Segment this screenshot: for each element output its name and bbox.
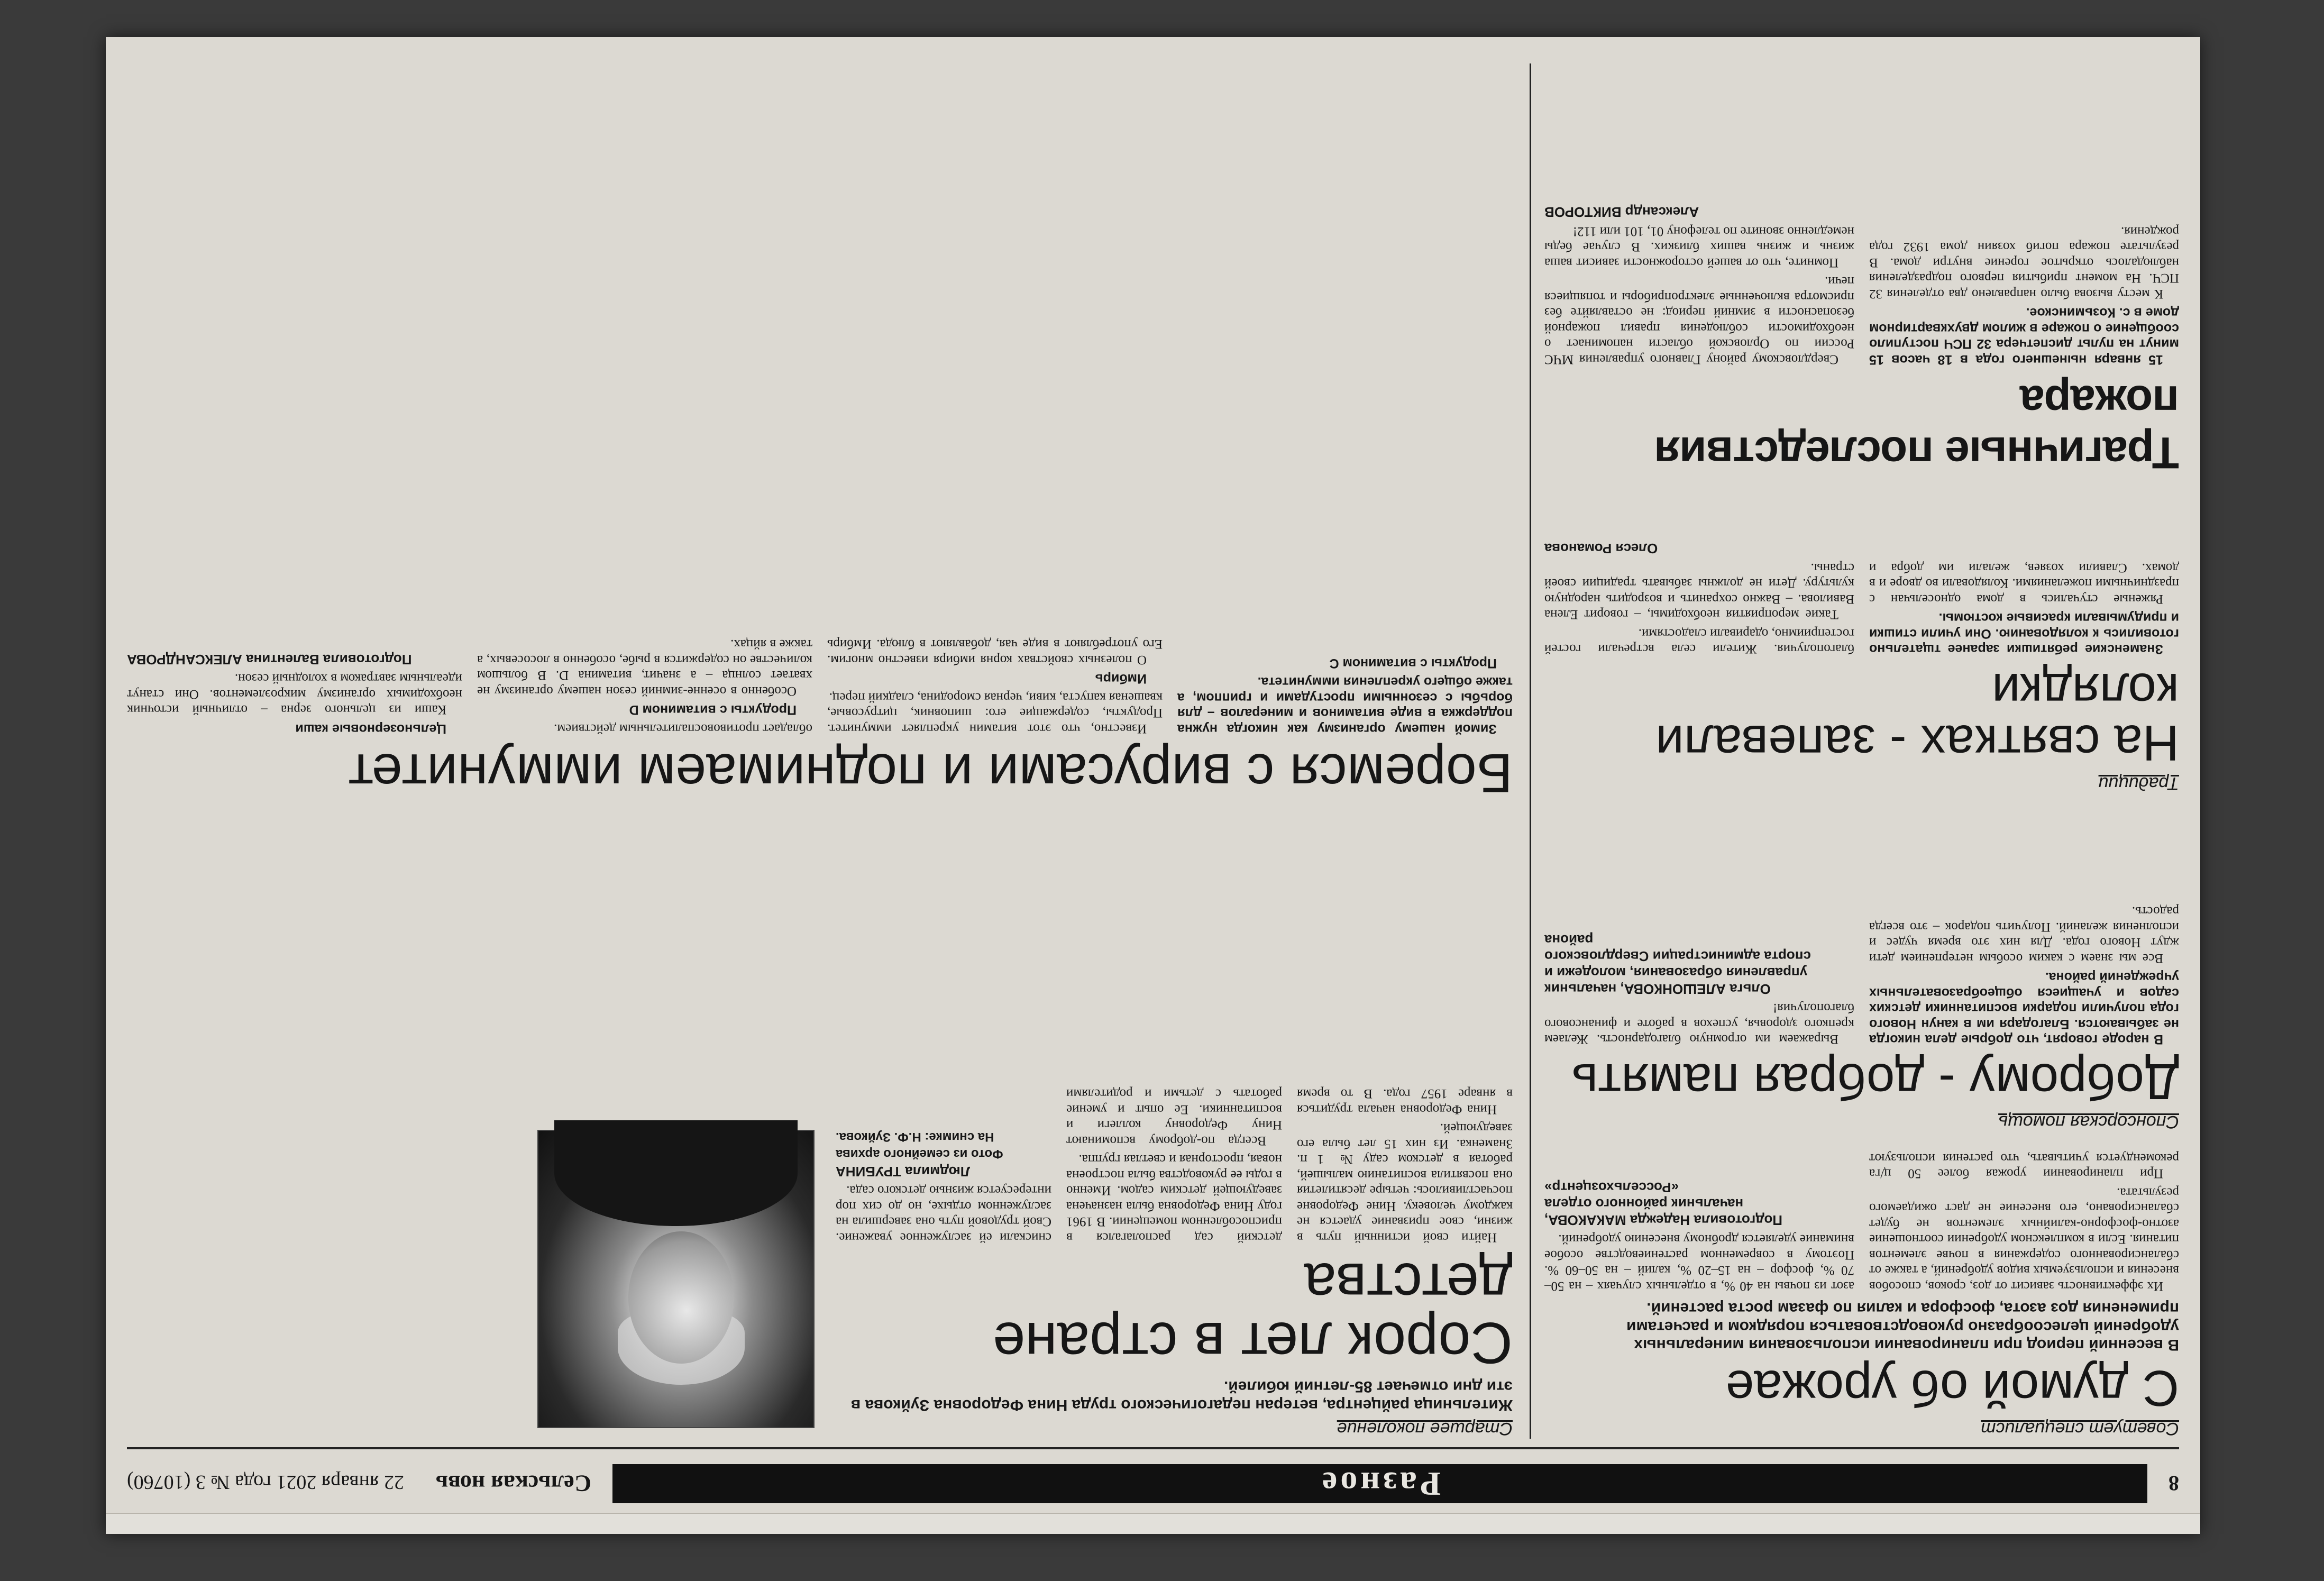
signature: Олеся Романова: [1544, 541, 1658, 557]
page-number: 8: [2169, 1472, 2179, 1496]
headline: Трагичные последствия пожара: [1654, 377, 2179, 478]
article-virus: [127, 53, 1513, 804]
paragraph: Всегда по-доброму вспоминают Нину Федоровну коллеги и воспитанники. Ее опыт и умение работать с детьми и родителями снискали ей заслуженное уважение. Свой трудовой путь она завершила на заслуженном отдыхе, но до сих пор интересуется жизнью детского сада.: [836, 1086, 1282, 1245]
headline: Сорок лет в стране детства: [993, 1250, 1513, 1375]
column-rule: [1530, 63, 1531, 1439]
lead: Жительница райцентра, ветеран педагогического труда Нина Федоровна Зуйкова в эти дни отмечает 85-летний юбилей.: [850, 1378, 1513, 1414]
article-harvest: [1544, 1143, 2179, 1439]
rubric: Советует специалист: [1981, 1419, 2179, 1439]
article-years: [836, 825, 1513, 1439]
subheading: Продукты с витамином D: [629, 702, 797, 718]
headline: С думой об урожае: [1725, 1360, 2179, 1416]
rubric: Старшее поколение: [1337, 1419, 1513, 1439]
paragraph: Свердловскому району Главного управления МЧС России по Орловской области напоминает о необходимости соблюдения правил пожарной безопасности в зимний период: не оставляйте без присмотра включенные электроприборы и топящиеся печи.: [1544, 274, 1854, 367]
photo-caption: Фото из семейного архива: [836, 1146, 1003, 1161]
paragraph: К месту вызова было направлено два отделения 32 ПСЧ. На момент прибытия первого подразделения наблюдалось открытое горение внутри дома. В результате пожара погиб хозяин дома 1932 года рождения.: [1869, 224, 2179, 301]
paragraph: Выражаем им огромную благодарность. Желаем крепкого здоровья, успехов в работе и финансового благополучия!: [1544, 1001, 1854, 1047]
headline: Боремся с вирусами и поднимаем иммунитет: [348, 742, 1513, 803]
headline: Доброму - добрая память: [1571, 1053, 2179, 1110]
photo-credit: На снимке: Н.Ф. Зуйкова.: [836, 1129, 994, 1144]
photo-face: [628, 1231, 734, 1364]
paragraph: Помните, что от вашей осторожности зависит ваша жизнь и жизнь ваших близких. В случае беды немедленно звоните по телефону 01, 101 или 112!: [1544, 224, 1854, 270]
subheading: Имбирь: [1095, 671, 1147, 687]
lead: Зимой нашему организму как никогда нужна поддержка в виде витаминов и минералов – для борьбы с сезонными простудами и гриппом, а также общего укрепления иммунитета.: [1177, 674, 1513, 736]
section-band: [612, 1464, 2147, 1503]
signature: Ольга АЛЕШОНКОВА, начальник управления образования, молодежи и спорта администрации Свердловского района: [1544, 931, 1811, 997]
page-top-edge: [106, 1513, 2200, 1534]
lead: В народе говорят, что добрые дела никогда не забываются. Благодаря им в канун Нового года получили подарки воспитанники детских садов и учащиеся общеобразовательных учреждений района.: [1869, 970, 2179, 1047]
paragraph: При планировании урожая более 50 ц/га рекомендуется учитывать, что растения используют азот из почвы на 40 %, в отдельных случаях – на 50–70 %, фосфор – на 15–20 %, калий – на 50–60 %. Поэтому в современном растениеводстве особое внимание уделяется дробному внесению удобрений.: [1544, 1150, 2179, 1293]
paragraph: Их эффективность зависит от доз, сроков, способов внесения и используемых видов удобрений, а также от сбалансированного содержания в почве элементов питания. Если в комплексном удобрении соотношение азотно-фосфорно-калийных элементов не будет сбалансировано, его внесение не даст ожидаемого результата.: [1869, 1185, 2179, 1293]
lead: 15 января нынешнего года в 18 часов 15 минут на пульт диспетчера 32 ПСЧ поступило сообщение о пожаре в жилом двухквартирном доме в с. Козьминское.: [1869, 305, 2179, 367]
headline: На святках - запевали колядки: [1655, 663, 2179, 771]
photo-shoulders: [554, 1120, 798, 1226]
article-kolyadki: [1544, 497, 2179, 793]
page-header: [127, 1455, 2179, 1513]
paragraph: Каши из цельного зерна – отличный источник необходимых организму микроэлементов. Они станут идеальным завтраком в холодный сезон.: [127, 671, 462, 717]
body: [1544, 903, 2179, 1047]
paragraph: Такие мероприятия необходимы, – говорит Елена Вавилова. – Важно сохранить и возродить народную культуру. Дети не должны забывать традиции своей страны.: [1544, 560, 1854, 622]
paragraph: Найти свой истинный путь в жизни, свое призвание удается не каждому человеку. Нине Федоровне посчастливилось: четыре десятилетия она посвятила воспитанию малышей, работая в детском саду № 1 п. Знаменка. Из них 15 лет была его заведующей.: [1297, 1121, 1513, 1245]
paragraph: О полезных свойствах корня имбиря известно многим. Его употребляют в виде чая, добавляют в блюда. Имбирь обладает противовоспалительным действием.: [554, 637, 1163, 736]
lead: В весенний период при планировании использования минеральных удобрений целесообразно руководствоваться порядком и расчетами применения доз азота, фосфора и калия по фазам роста растений.: [1626, 1300, 2179, 1354]
article-fire: [1544, 58, 2179, 481]
body: [1544, 204, 2179, 368]
issue-date: 22 января 2021 года № 3 (10760): [127, 1471, 404, 1494]
paragraph: Ряженые стучались в дома односельчан с праздничными пожеланиями. Колядовали во дворе и в домах. Славили хозяев, желали им добра и благополучия. Жители села встречали гостей гостеприимно, одаривали сладостями.: [1544, 560, 2179, 656]
portrait-photo: [537, 1130, 815, 1428]
body: [1544, 1150, 2179, 1294]
paragraph: Нина Федоровна начала трудиться в январе 1957 года. В то время детский сад располагался в приспособленном помещении. В 1961 году Нина Федоровна была назначена заведующей детским садом. Именно в годы ее руководства была построена новая, просторная и светлая группа.: [1066, 1086, 1513, 1245]
signature: Александр ВИКТОРОВ: [1544, 204, 1699, 221]
header-rule: [127, 1447, 2179, 1449]
rubric: Традиции: [2098, 773, 2179, 793]
signature: Подготовила Валентина АЛЕКСАНДРОВА: [127, 651, 412, 668]
signature: Подготовила Надежда МАКАКОВА, начальник районного отдела «Россельхозцентр»: [1544, 1179, 1783, 1228]
article-memory: [1544, 804, 2179, 1132]
signature: Людмила ТРУБИНА: [836, 1163, 971, 1180]
section-title: Разное: [1319, 1465, 1441, 1503]
lead: Знаменские ребятишки заранее тщательно готовились к колядованию. Они учили стишки и придумывали красивые костюмы.: [1869, 610, 2179, 657]
paragraph: Все мы знаем с каким особым нетерпением дети ждут Нового года. Для них это время чудес и исполнения желаний. Получить подарок – это всегда радость.: [1869, 904, 2179, 965]
body: [127, 636, 1513, 736]
newspaper-name: Сельская новь: [435, 1470, 592, 1497]
masthead-info: [127, 1470, 591, 1497]
rubric: Спонсорская помощь: [1998, 1112, 2179, 1132]
paragraph: Особенно в осенне-зимний сезон нашему организму не хватает солнца – а значит, витамина D. В большом количестве он содержится в рыбе, особенно в лососевых, а также в яйцах.: [477, 637, 812, 698]
body: [836, 843, 1513, 1245]
newspaper-page: [106, 37, 2200, 1534]
subheading: Цельнозерновые каши: [295, 721, 446, 736]
paragraph: Известно, что этот витамин укрепляет иммунитет. Продукты, содержащие его: шиповник, цитрусовые, квашеная капуста, киви, черная смородина, сладкий перец.: [827, 690, 1163, 736]
subheading: Продукты с витамином С: [1329, 655, 1497, 671]
body: [1544, 540, 2179, 656]
